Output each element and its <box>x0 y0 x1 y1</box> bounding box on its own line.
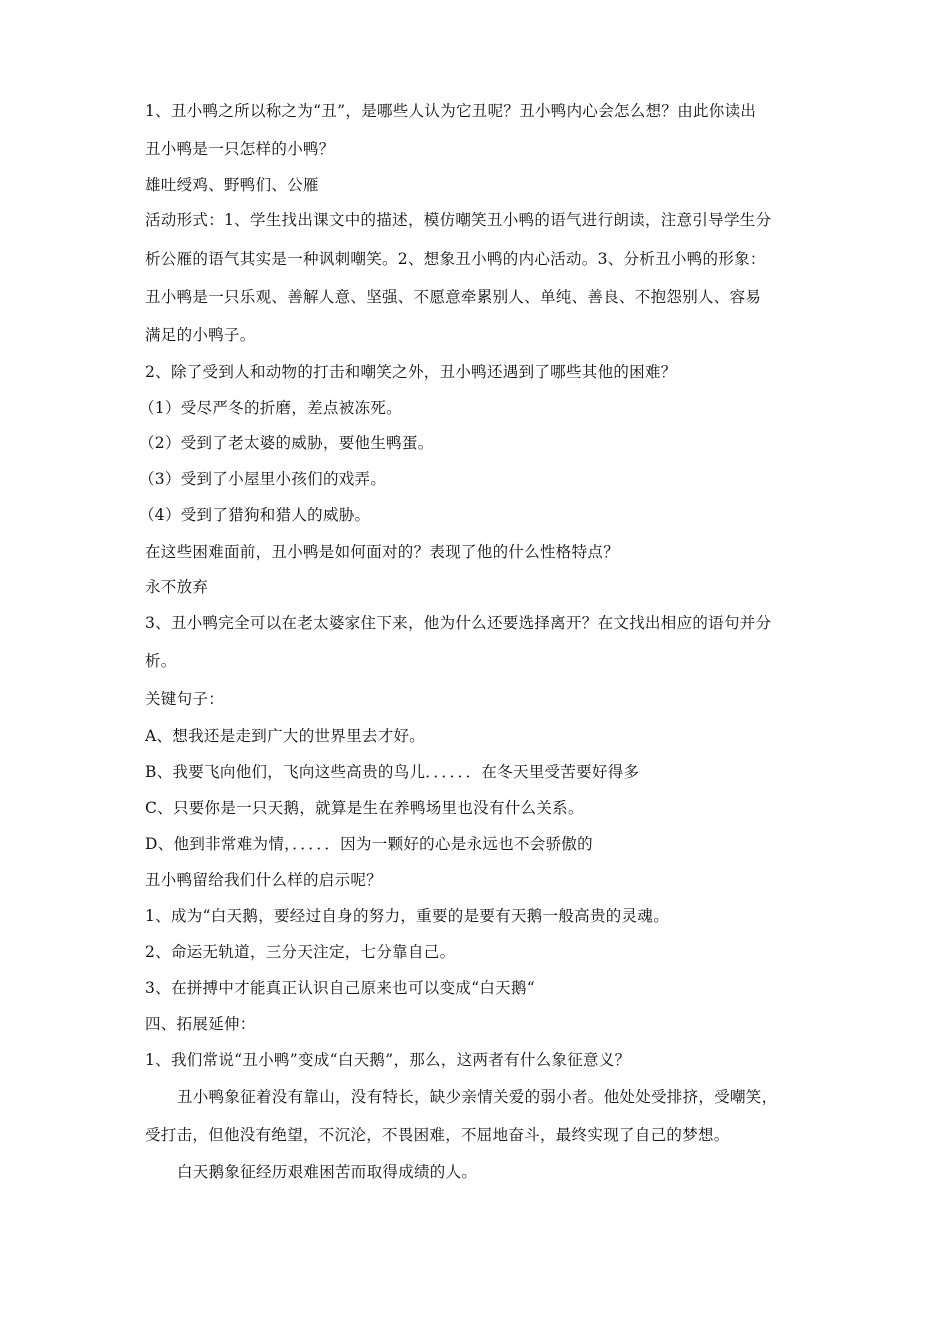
question-heading: 3、丑小鸭完全可以在老太婆家住下来，他为什么还要选择离开？在文找出相应的语句并分 <box>145 614 772 632</box>
paragraph-line: 1、丑小鸭之所以称之为“丑”，是哪些人认为它丑呢？丑小鸭内心会怎么想？由此你读出 <box>145 102 757 120</box>
list-item: B、我要飞向他们，飞向这些高贵的鸟儿．．．．．．在冬天里受苦要好得多 <box>145 763 640 781</box>
list-item: （2）受到了老太婆的威胁，要他生鸭蛋。 <box>139 434 434 452</box>
list-item: 1、成为“白天鹅，要经过自身的努力，重要的是要有天鹅一般高贵的灵魂。 <box>145 907 669 925</box>
paragraph-line: 析公雁的语气其实是一种讽刺嘲笑。2、想象丑小鸭的内心活动。3、分析丑小鸭的形象： <box>145 250 766 268</box>
list-item: 3、在拼搏中才能真正认识自己原来也可以变成“白天鹅“ <box>145 979 536 997</box>
list-item: （1）受尽严冬的折磨，差点被冻死。 <box>139 399 402 417</box>
paragraph-line: 永不放弃 <box>145 578 209 596</box>
paragraph-line: 在这些困难面前，丑小鸭是如何面对的？表现了他的什么性格特点？ <box>145 543 620 561</box>
paragraph-line: 丑小鸭是一只怎样的小鸭？ <box>145 140 335 158</box>
paragraph-line: 关键句子： <box>145 690 225 708</box>
paragraph-line: 析。 <box>145 652 177 670</box>
section-heading: 四、拓展延伸： <box>145 1015 256 1033</box>
list-item: （3）受到了小屋里小孩们的戏弄。 <box>139 470 387 488</box>
list-item: 2、命运无轨道，三分天注定，七分靠自己。 <box>145 943 456 961</box>
question-heading: 1、我们常说“丑小鸭”变成“白天鹅”，那么，这两者有什么象征意义？ <box>145 1051 631 1069</box>
paragraph-line: 活动形式：1、学生找出课文中的描述，模仿嘲笑丑小鸭的语气进行朗读，注意引导学生分 <box>145 211 772 229</box>
paragraph-line: 满足的小鸭子。 <box>145 326 256 344</box>
question-heading: 2、除了受到人和动物的打击和嘲笑之外，丑小鸭还遇到了哪些其他的困难？ <box>145 363 677 381</box>
paragraph-line: 白天鹅象征经历艰难困苦而取得成绩的人。 <box>177 1163 478 1181</box>
paragraph-line: 丑小鸭是一只乐观、善解人意、坚强、不愿意牵累别人、单纯、善良、不抱怨别人、容易 <box>145 288 762 306</box>
paragraph-line: 丑小鸭象征着没有靠山，没有特长，缺少亲情关爱的弱小者。他处处受排挤，受嘲笑， <box>177 1088 778 1106</box>
list-item: （4）受到了猎狗和猎人的威胁。 <box>139 506 371 524</box>
paragraph-line: 受打击，但他没有绝望，不沉沦，不畏困难，不屈地奋斗，最终实现了自己的梦想。 <box>145 1126 730 1144</box>
paragraph-line: 雄吐绶鸡、野鸭们、公雁 <box>145 176 319 194</box>
list-item: A、想我还是走到广大的世界里去才好。 <box>145 727 426 745</box>
paragraph-line: 丑小鸭留给我们什么样的启示呢？ <box>145 871 383 889</box>
list-item: D、他到非常难为情，．．．．．因为一颗好的心是永远也不会骄傲的 <box>145 835 593 853</box>
list-item: C、只要你是一只天鹅，就算是生在养鸭场里也没有什么关系。 <box>145 799 584 817</box>
